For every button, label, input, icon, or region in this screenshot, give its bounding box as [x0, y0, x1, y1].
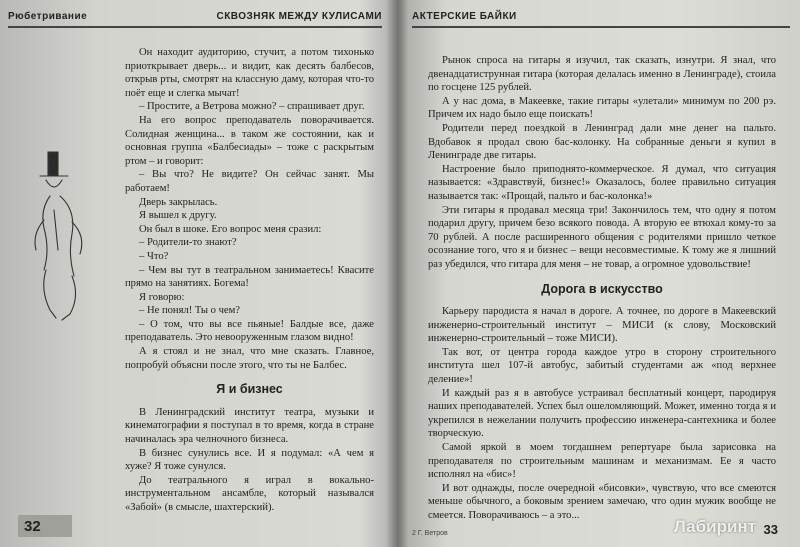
paragraph: Так вот, от центра города каждое утро в сторону строительного института шел 107-й автобус, забитый студентами аж «под верхнее деление»! [428, 346, 776, 386]
paragraph: Эти гитары я продавал месяца три! Закончилось тем, что одну я потом подарил другу, причем безо всякого повода. А вторую ее втюхал кому-то за 70 рублей. А после расширенного общения с родителями пришло четкое осознание того, что я и бизнес – вещи несовместимые. К тому же я лишний раз убедился, что гитара для меня – не товар, а огромное удовольствие! [428, 204, 776, 270]
page-number-right: 33 [763, 522, 778, 537]
paragraph: Он находит аудиторию, стучит, а потом тихонько приоткрывает дверь... и видит, как десять балбесов, открыв рты, смотрят на классную даму, которая что-то поёт еще и слегка мычат! [125, 47, 374, 99]
paragraph: – О том, что вы все пьяные! Балдые все, даже преподаватель. Это невооруженным глазом видно! [125, 318, 374, 344]
section-title-business: Я и бизнес [216, 382, 283, 397]
paragraph: Карьеру пародиста я начал в дороге. А точнее, по дороге в Макеевский инженерно-строительный институт – МИСИ (к слову, Московский инженерно-строительный – тоже МИСИ). [428, 306, 776, 345]
right-header-title: АКТЕРСКИЕ БАЙКИ [412, 11, 517, 22]
footer-signature-note: 2 Г. Ветров [412, 530, 448, 537]
paragraph: На его вопрос преподаватель поворачивается. Солидная женщина... в таком же состоянии, как и основная группа «Балбесиады» – тоже с раскрытым ртом – и говорит: [125, 114, 374, 167]
left-page-body [125, 46, 374, 515]
right-page [398, 0, 800, 547]
paragraph: Дверь закрылась. [139, 196, 218, 208]
paragraph: В Ленинградский институт театра, музыки и кинематографии я поступал в то время, когда в стране начиналась эра челночного бизнеса. [125, 406, 374, 446]
paragraph: – Родители-то знают? [139, 237, 237, 249]
figure-sketch-illustration [10, 150, 120, 325]
paragraph: – Вы что? Не видите? Он сейчас занят. Мы работаем! [125, 169, 374, 194]
paragraph: А у нас дома, в Макеевке, такие гитары «улетали» минимум по 200 рэ. Причем их надо было еще поискать! [428, 95, 776, 121]
paragraph: А я стоял и не знал, что мне сказать. Главное, попробуй объясни после этого, что ты не Балбес. [125, 346, 374, 371]
paragraph: Рынок спроса на гитары я изучил, так сказать, изнутри. Я знал, что двенадцатиструнная гитара (которая делалась именно в Ленинграде), стоила по госцене 125 рублей. [428, 55, 776, 94]
right-running-header [412, 8, 790, 28]
store-watermark-logo: Лабиринт [673, 517, 756, 536]
paragraph: – Чем вы тут в театральном занимаетесь! Квасите прямо на занятиях. Богема! [125, 264, 374, 290]
left-header-section: Рюбетривание [8, 11, 88, 22]
section-title-road-to-art: Дорога в искусство [541, 281, 663, 296]
left-page [0, 0, 396, 547]
paragraph: В бизнес сунулись все. И я подумал: «А чем я хуже? Я тоже сунулся. [125, 447, 374, 473]
paragraph: – Простите, а Ветрова можно? – спрашивает друг. [139, 101, 365, 113]
left-running-header [8, 8, 382, 28]
book-gutter-shadow [386, 0, 408, 547]
paragraph: Я говорю: [139, 291, 185, 303]
left-header-title: СКВОЗНЯК МЕЖДУ КУЛИСАМИ [216, 11, 382, 22]
paragraph: Настроение было приподнято-коммерческое. Я думал, что ситуация называется: «Здравствуй, бизнес!» Оказалось, более правильно ситуация называется так: «Прощай, пальто и бас-колонка!» [428, 163, 776, 202]
paragraph: Он был в шоке. Его вопрос меня сразил: [139, 223, 322, 235]
paragraph: Родители перед поездкой в Ленинград дали мне денег на пальто. Вдобавок я продал свою бас-колонку. На собранные деньги я купил в Ленинграде две гитары. [428, 122, 776, 162]
right-page-body [428, 54, 776, 523]
paragraph: – Не понял! Ты о чем? [139, 305, 241, 317]
paragraph: И каждый раз я в автобусе устраивал бесплатный концерт, пародируя наших преподавателей. Успех был ошеломляющий. Может, именно тогда я и укрепился в нежелании получить профессию инженера-сантехника и более творческую. [428, 387, 776, 440]
paragraph: И вот однажды, после очередной «бисовки», чувствую, что все смеются меньше обычного, а боковым зрением замечаю, что один мужик вообще не смеется. Поворачиваюсь – а это... [428, 482, 776, 521]
paragraph: Самой яркой в моем тогдашнем репертуаре была зарисовка на преподавателя по строительным машинам и механизмам. Ее я часто исполнял на «бис»! [428, 442, 776, 481]
paragraph: До театрального я играл в вокально-инструментальном ансамбле, который назывался «Забой» (в смысле, шахтерский). [125, 474, 374, 513]
paragraph: Я вышел к другу. [139, 210, 217, 222]
paragraph: – Что? [139, 250, 169, 262]
page-number-left: 32 [24, 518, 41, 535]
